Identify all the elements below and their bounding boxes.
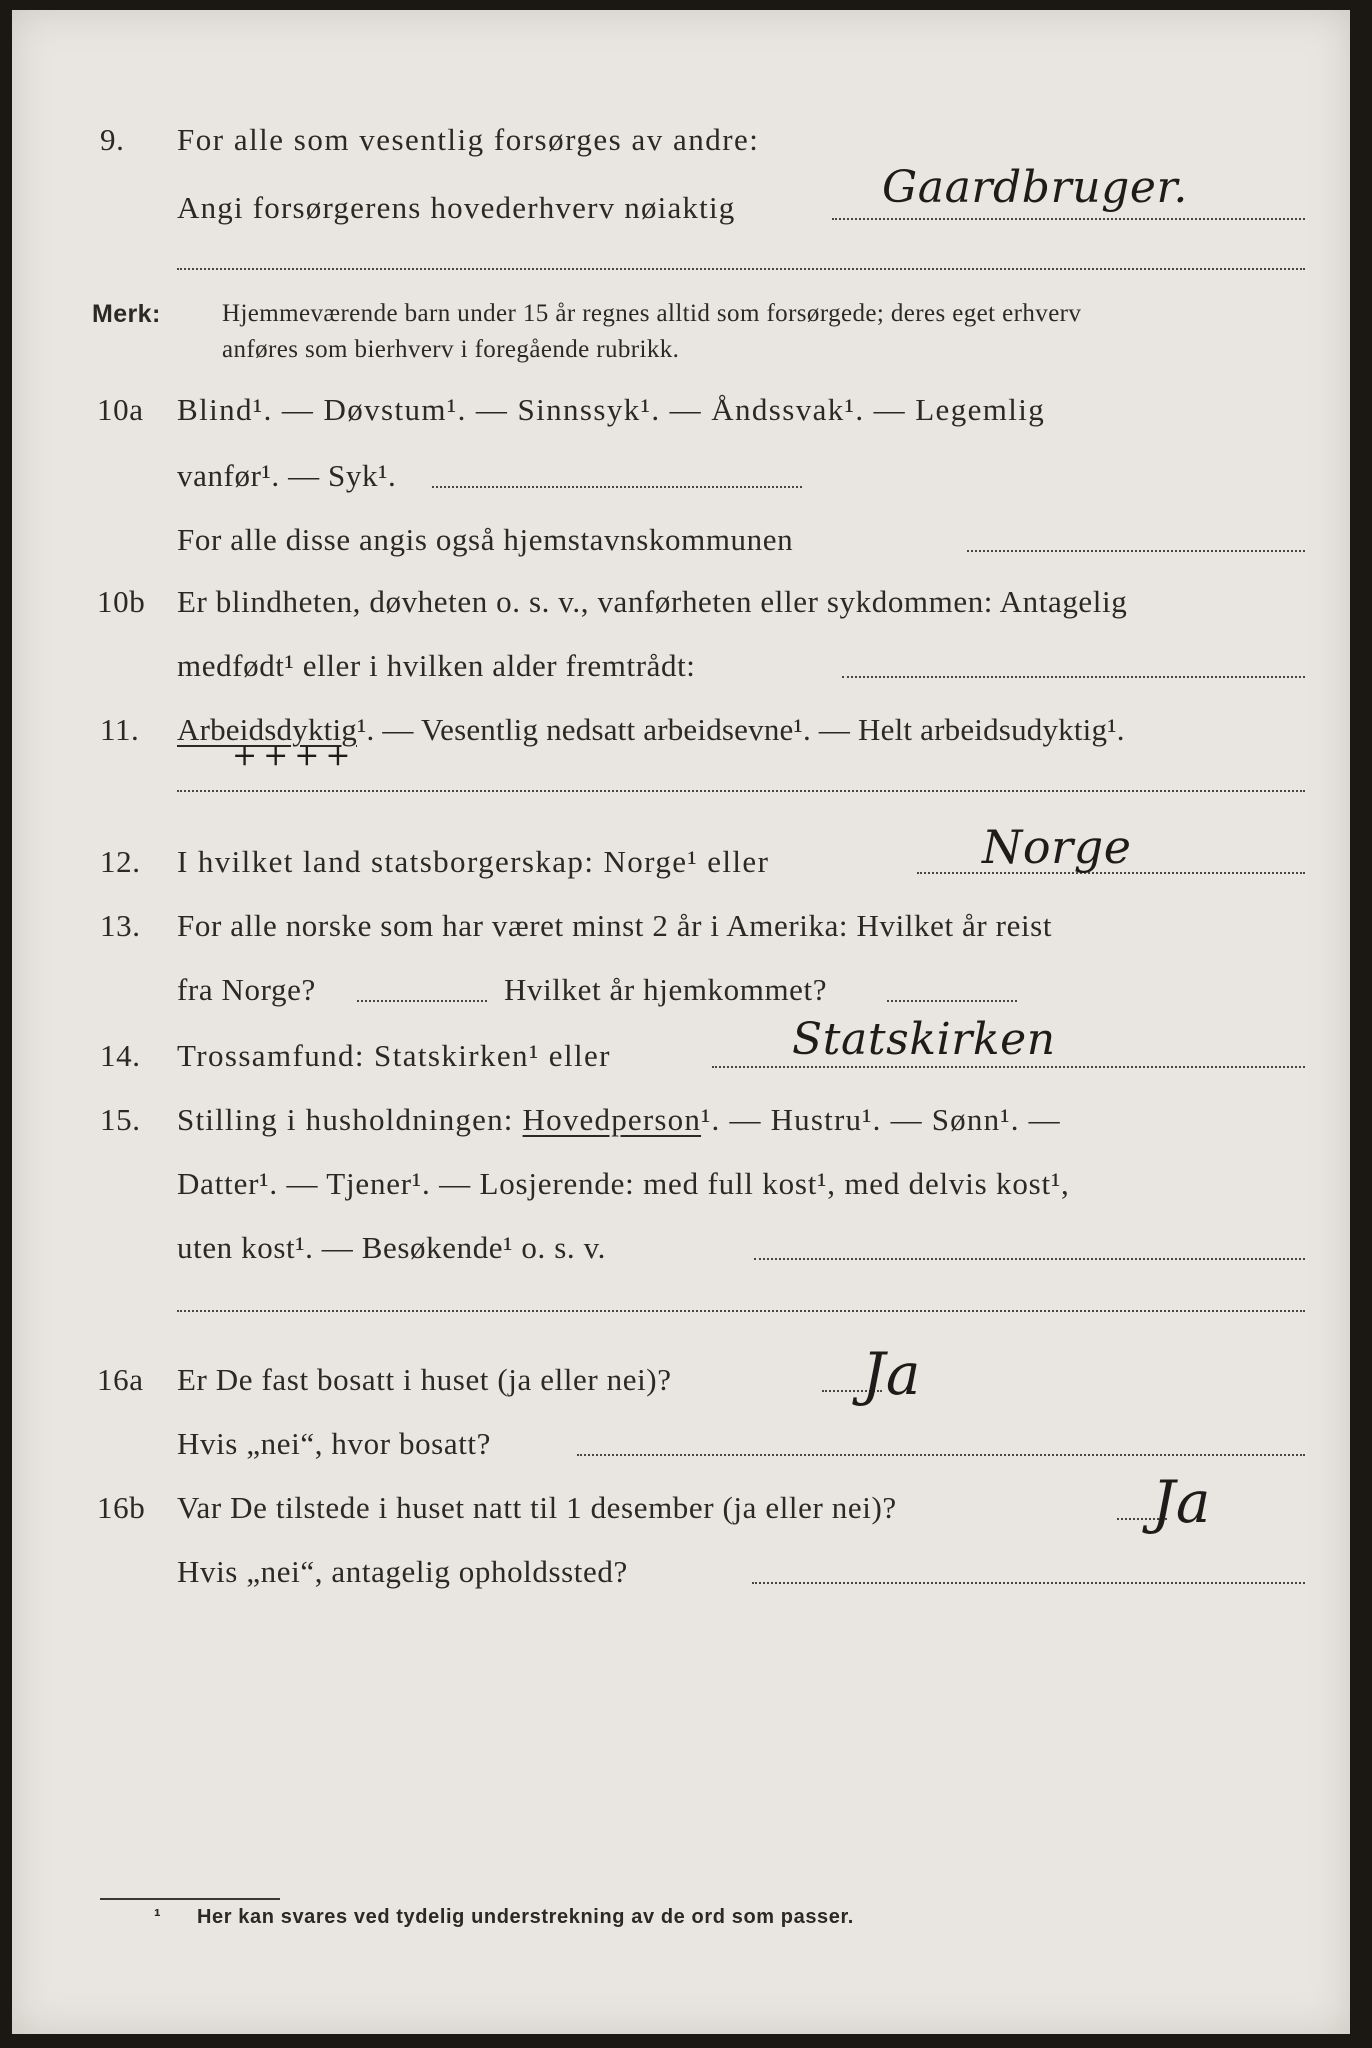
q12-text: I hvilket land statsborgerskap: Norge¹ eller — [177, 844, 770, 879]
q15-underlined-option: Hovedperson — [522, 1102, 702, 1137]
q13-return-year-line — [887, 1000, 1017, 1002]
q10a-home-line — [967, 550, 1305, 552]
q15-extra-line — [177, 1310, 1305, 1312]
q11-extra-line — [177, 790, 1305, 792]
q10a-text-2: vanfør¹. — Syk¹. — [177, 458, 397, 493]
q16b-place-line — [752, 1582, 1305, 1584]
q15-number: 15. — [100, 1102, 141, 1137]
q13-number: 13. — [100, 908, 141, 943]
footnote-rule — [100, 1898, 280, 1900]
q15-other-options: ¹. — Hustru¹. — Sønn¹. — — [701, 1102, 1061, 1137]
q13-text-2a: fra Norge? — [177, 972, 316, 1007]
q13-left-year-line — [357, 1000, 487, 1002]
q14-number: 14. — [100, 1038, 141, 1073]
q9-extra-line — [177, 268, 1305, 270]
merk-text-2: anføres som bierhverv i foregående rubrikk. — [222, 336, 680, 363]
q10b-answer-line — [842, 676, 1305, 678]
census-form-page — [12, 10, 1350, 2034]
q11-cross-mark: ++++ — [232, 738, 357, 773]
q9-question-2: Angi forsørgerens hovederhverv nøiaktig — [177, 190, 736, 225]
q12-number: 12. — [100, 844, 141, 879]
q16b-number: 16b — [97, 1490, 146, 1525]
q15-label: Stilling i husholdningen: — [177, 1102, 514, 1137]
q9-answer-line — [832, 218, 1305, 220]
q11-number: 11. — [100, 712, 140, 747]
q16a-text-1: Er De fast bosatt i huset (ja eller nei)? — [177, 1362, 672, 1397]
footnote-mark: ¹ — [154, 1906, 162, 1928]
q15-text-3: uten kost¹. — Besøkende¹ o. s. v. — [177, 1230, 607, 1265]
q13-text-1: For alle norske som har været minst 2 år i Amerika: Hvilket år reist — [177, 908, 1053, 943]
q10a-text-3: For alle disse angis også hjemstavnskommunen — [177, 522, 794, 557]
q11-other-options: ¹. — Vesentlig nedsatt arbeidsevne¹. — Helt arbeidsudyktig¹. — [356, 712, 1125, 747]
q16b-text-1: Var De tilstede i huset natt til 1 desember (ja eller nei)? — [177, 1490, 897, 1525]
q16b-text-2: Hvis „nei“, antagelig opholdssted? — [177, 1554, 628, 1589]
q11-underlined-option: Arbeidsdyktig — [177, 712, 357, 747]
q15-text-1 — [177, 1102, 1061, 1138]
q16a-place-line — [577, 1454, 1305, 1456]
q10a-number: 10a — [97, 392, 144, 427]
q15-text-2: Datter¹. — Tjener¹. — Losjerende: med full kost¹, med delvis kost¹, — [177, 1166, 1070, 1201]
footnote-text: Her kan svares ved tydelig understrekning av de ord som passer. — [197, 1906, 854, 1928]
merk-text-1: Hjemmeværende barn under 15 år regnes alltid som forsørgede; deres eget erhverv — [222, 300, 1082, 327]
q10a-answer-line — [432, 486, 802, 488]
q15-answer-line — [754, 1258, 1305, 1260]
q13-text-2b: Hvilket år hjemkommet? — [504, 972, 828, 1007]
q10b-text-1: Er blindheten, døvheten o. s. v., vanførheten eller sykdommen: Antagelig — [177, 584, 1128, 619]
q14-answer-handwriting: Statskirken — [792, 1014, 1056, 1065]
q10b-text-2: medfødt¹ eller i hvilken alder fremtrådt: — [177, 648, 696, 683]
q16b-answer-handwriting: Ja — [1152, 1468, 1212, 1536]
q16a-number: 16a — [97, 1362, 144, 1397]
q9-answer-handwriting: Gaardbruger. — [882, 162, 1188, 213]
q10a-text-1: Blind¹. — Døvstum¹. — Sinnssyk¹. — Åndssvak¹. — Legemlig — [177, 392, 1046, 427]
q12-answer-handwriting: Norge — [982, 820, 1132, 874]
q14-answer-line — [712, 1066, 1305, 1068]
q9-question: For alle som vesentlig forsørges av andre: — [177, 122, 760, 157]
q16a-text-2: Hvis „nei“, hvor bosatt? — [177, 1426, 491, 1461]
q14-text: Trossamfund: Statskirken¹ eller — [177, 1038, 611, 1073]
q9-number: 9. — [100, 122, 125, 157]
q16a-answer-handwriting: Ja — [862, 1340, 922, 1408]
q10b-number: 10b — [97, 584, 146, 619]
merk-label: Merk: — [92, 300, 161, 328]
